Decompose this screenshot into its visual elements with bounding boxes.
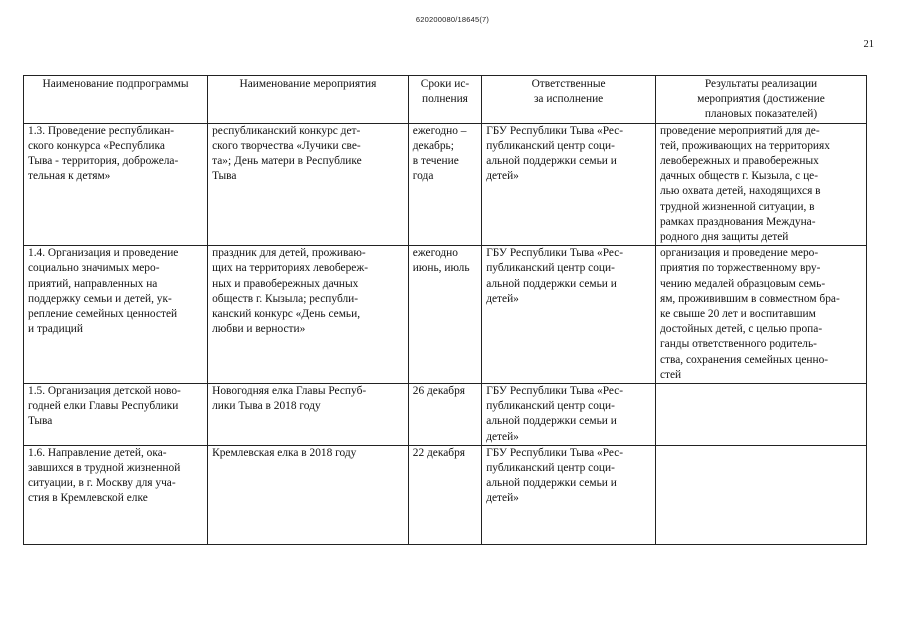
- cell-line: детей»: [486, 430, 519, 443]
- cell-responsible: [482, 123, 656, 246]
- cell-line: в течение: [412, 155, 459, 168]
- header-subprogram: [24, 76, 208, 124]
- cell-activity: [208, 246, 409, 384]
- cell-line: проведение мероприятий для де-: [659, 124, 820, 137]
- cell-line: ГБУ Республики Тыва «Рес-: [486, 385, 624, 398]
- cell-responsible: [482, 445, 656, 544]
- cell-line: ям, проживившим в совместном бра-: [659, 292, 840, 305]
- cell-line: приятий, направленных на: [28, 277, 158, 290]
- cell-line: альной поддержки семьи и: [486, 477, 617, 490]
- header-line: Наименование мероприятия: [239, 78, 377, 90]
- cell-line: тей, проживающих на территориях: [659, 139, 830, 152]
- cell-line: левобережных и правобережных: [659, 155, 819, 168]
- cell-line: обществ г. Кызыла; республи-: [212, 292, 359, 305]
- cell-line: декабрь;: [412, 139, 454, 152]
- cell-line: та»; День матери в Республике: [212, 155, 362, 168]
- cell-responsible: [482, 246, 656, 384]
- cell-line: 22 декабря: [412, 446, 466, 459]
- cell-activity: [208, 384, 409, 446]
- cell-line: трудной жизненной ситуации, в: [659, 200, 815, 213]
- cell-deadline: [408, 384, 481, 446]
- cell-line: ГБУ Республики Тыва «Рес-: [486, 446, 624, 459]
- cell-line: рамках празднования Междуна-: [659, 215, 816, 228]
- cell-line: лью охвата детей, находящихся в: [659, 185, 821, 198]
- cell-line: годней елки Главы Республики: [28, 400, 179, 413]
- header-activity: [208, 76, 409, 124]
- cell-line: Тыва: [212, 170, 237, 183]
- cell-line: Кремлевская елка в 2018 году: [212, 446, 357, 459]
- cell-line: ке свыше 20 лет и воспитавшим: [659, 308, 816, 321]
- header-responsible: [482, 76, 656, 124]
- cell-line: стия в Кремлевской елке: [28, 492, 148, 505]
- cell-line: ГБУ Республики Тыва «Рес-: [486, 247, 624, 260]
- header-result: [655, 76, 866, 124]
- cell-line: чению медалей образцовым семь-: [659, 277, 826, 290]
- cell-line: ГБУ Республики Тыва «Рес-: [486, 124, 624, 137]
- cell-line: года: [412, 170, 434, 183]
- cell-line: ситуации, в г. Москву для уча-: [28, 477, 176, 490]
- cell-line: ства, сохранения семейных ценно-: [659, 353, 829, 366]
- cell-line: стей: [659, 368, 682, 381]
- cell-line: республиканский конкурс дет-: [212, 124, 361, 137]
- table-row: [24, 123, 867, 246]
- header-line: за исполнение: [533, 93, 604, 106]
- cell-line: поддержку семьи и детей, ук-: [28, 292, 172, 305]
- cell-line: детей»: [486, 170, 519, 183]
- page-number: 21: [863, 39, 874, 50]
- cell-line: Новогодняя елка Главы Респуб-: [212, 385, 367, 398]
- table-row: [24, 445, 867, 544]
- cell-line: Тыва - территория, доброжела-: [28, 155, 179, 168]
- cell-line: ежегодно: [412, 247, 458, 260]
- cell-line: альной поддержки семьи и: [486, 415, 617, 428]
- cell-line: 1.4. Организация и проведение: [28, 247, 179, 260]
- cell-line: 26 декабря: [412, 385, 466, 398]
- activities-table: [23, 75, 867, 545]
- cell-line: публиканский центр соци-: [486, 262, 615, 275]
- cell-line: дачных обществ г. Кызыла, с це-: [659, 170, 819, 183]
- cell-line: публиканский центр соци-: [486, 400, 615, 413]
- cell-subprogram: [24, 123, 208, 246]
- cell-line: альной поддержки семьи и: [486, 277, 617, 290]
- cell-line: щих на территориях левобереж-: [212, 262, 368, 275]
- cell-result: [655, 384, 866, 446]
- cell-line: завшихся в трудной жизненной: [28, 462, 181, 475]
- header-line: Ответственные: [531, 78, 606, 90]
- cell-line: Тыва: [28, 415, 53, 428]
- cell-deadline: [408, 445, 481, 544]
- cell-subprogram: [24, 384, 208, 446]
- cell-line: 1.3. Проведение республикан-: [28, 124, 175, 137]
- cell-line: канский конкурс «День семьи,: [212, 308, 361, 321]
- cell-line: ского конкурса «Республика: [28, 139, 165, 152]
- cell-subprogram: [24, 246, 208, 384]
- cell-deadline: [408, 123, 481, 246]
- cell-line: репление семейных ценностей: [28, 308, 178, 321]
- header-line: Сроки ис-: [420, 78, 470, 90]
- cell-responsible: [482, 384, 656, 446]
- cell-line: ежегодно –: [412, 124, 467, 137]
- table-header-row: [24, 76, 867, 124]
- cell-line: публиканский центр соци-: [486, 462, 615, 475]
- cell-activity: [208, 123, 409, 246]
- header-line: полнения: [422, 93, 468, 106]
- cell-line: 1.5. Организация детской ново-: [28, 385, 181, 398]
- header-line: Наименование подпрограммы: [42, 78, 189, 90]
- cell-line: любви и верности»: [212, 323, 306, 336]
- cell-result: [655, 123, 866, 246]
- cell-deadline: [408, 246, 481, 384]
- cell-line: ных и правобережных дачных: [212, 277, 359, 290]
- cell-line: детей»: [486, 492, 519, 505]
- cell-line: тельная к детям»: [28, 170, 111, 183]
- cell-line: публиканский центр соци-: [486, 139, 615, 152]
- cell-line: ганды ответственного родитель-: [659, 338, 817, 351]
- table-row: [24, 246, 867, 384]
- cell-line: организация и проведение меро-: [659, 247, 819, 260]
- cell-line: праздник для детей, проживаю-: [212, 247, 366, 260]
- cell-result: [655, 445, 866, 544]
- cell-subprogram: [24, 445, 208, 544]
- header-line: Результаты реализации: [704, 78, 818, 90]
- cell-line: и традиций: [28, 323, 83, 336]
- cell-line: родного дня защиты детей: [659, 231, 789, 244]
- cell-line: ского творчества «Лучики све-: [212, 139, 361, 152]
- cell-activity: [208, 445, 409, 544]
- cell-line: лики Тыва в 2018 году: [212, 400, 321, 413]
- cell-line: социально значимых меро-: [28, 262, 160, 275]
- document-registration-code: 620200080/18645(7): [415, 15, 490, 24]
- cell-line: 1.6. Направление детей, ока-: [28, 446, 167, 459]
- cell-line: детей»: [486, 292, 519, 305]
- cell-line: достойных детей, с целью пропа-: [659, 323, 823, 336]
- header-line: мероприятия (достижение: [697, 93, 825, 106]
- header-line: плановых показателей): [704, 108, 818, 121]
- table-row: [24, 384, 867, 446]
- cell-result: [655, 246, 866, 384]
- header-deadline: [408, 76, 481, 124]
- cell-line: приятия по торжественному вру-: [659, 262, 821, 275]
- cell-line: альной поддержки семьи и: [486, 155, 617, 168]
- cell-line: июнь, июль: [412, 262, 470, 275]
